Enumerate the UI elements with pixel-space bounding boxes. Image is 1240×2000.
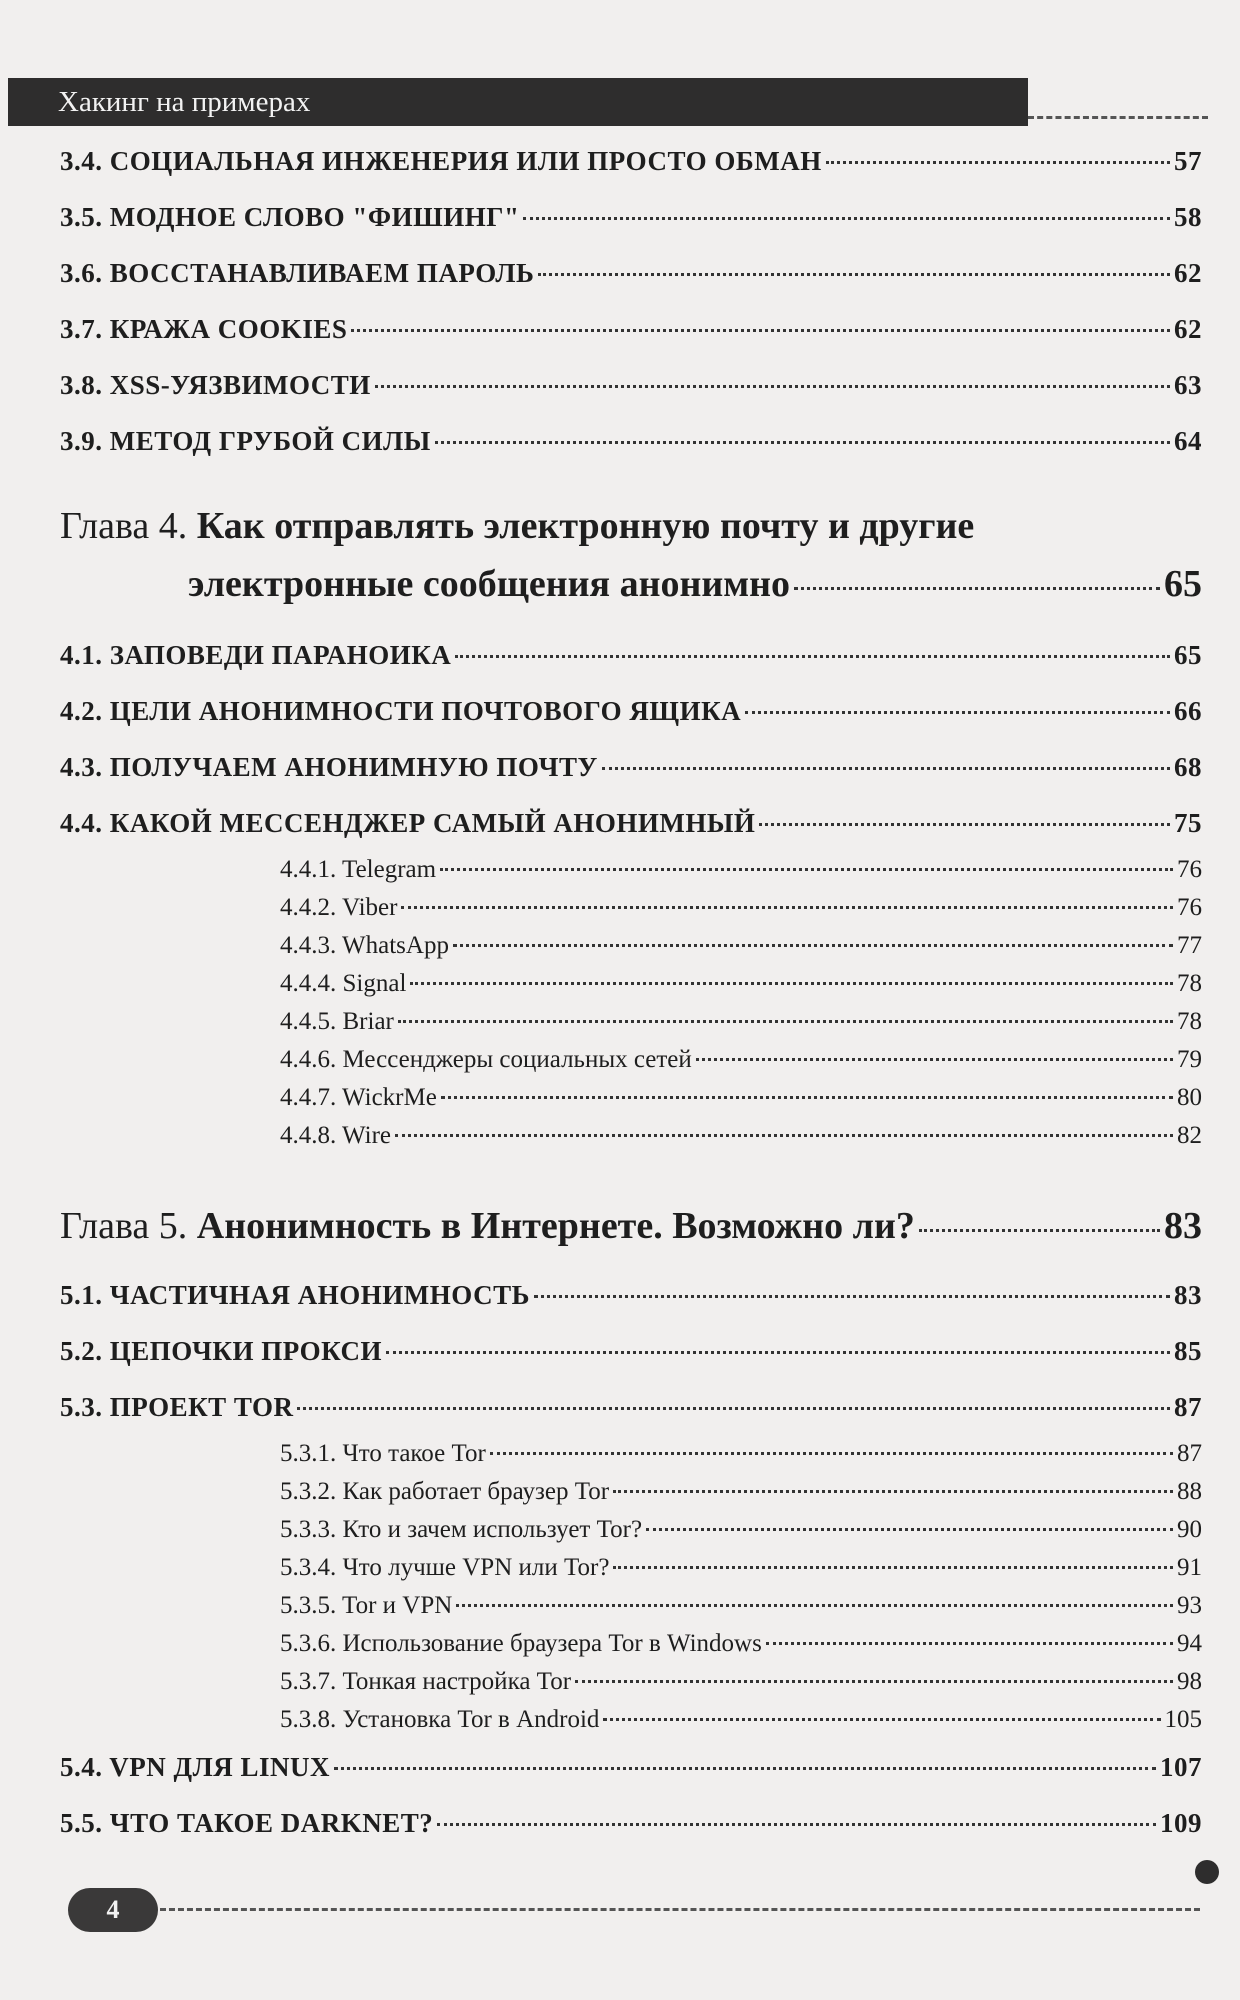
toc-subentry[interactable] xyxy=(280,1084,1202,1112)
chapter-title: Как отправлять электронную почту и другие xyxy=(196,505,975,547)
toc-entry[interactable] xyxy=(60,314,1202,345)
toc-entry[interactable] xyxy=(60,1392,1202,1423)
toc-subentry[interactable] xyxy=(280,1668,1202,1696)
dot-leader xyxy=(297,1407,1170,1410)
toc-subentry-page: 76 xyxy=(1177,856,1202,883)
dot-leader xyxy=(766,1642,1173,1645)
toc-subentry-page: 76 xyxy=(1177,894,1202,921)
toc-subentry-title: 4.4.8. Wire xyxy=(280,1122,392,1149)
toc-subentry[interactable] xyxy=(280,1478,1202,1506)
dot-leader xyxy=(919,1229,1160,1232)
header-divider xyxy=(1028,116,1208,119)
toc-entry-title: 5.4. VPN ДЛЯ LINUX xyxy=(60,1752,330,1782)
toc-entry-page: 85 xyxy=(1174,1336,1202,1366)
toc-subentry[interactable] xyxy=(280,970,1202,998)
toc-subentry[interactable] xyxy=(280,932,1202,960)
toc-entry-title: 3.8. XSS-УЯЗВИМОСТИ xyxy=(60,370,371,400)
toc-entry-page: 107 xyxy=(1160,1752,1202,1782)
footer-divider xyxy=(160,1908,1200,1911)
dot-leader xyxy=(375,385,1170,388)
page-number: 4 xyxy=(106,1895,120,1924)
toc-entry[interactable] xyxy=(60,696,1202,727)
toc-entry-title: 4.2. ЦЕЛИ АНОНИМНОСТИ ПОЧТОВОГО ЯЩИКА xyxy=(60,696,742,726)
dot-leader xyxy=(455,655,1170,658)
toc-subentry-page: 91 xyxy=(1177,1554,1202,1581)
dot-leader xyxy=(602,767,1170,770)
toc-entry[interactable] xyxy=(60,146,1202,177)
toc-subentry[interactable] xyxy=(280,894,1202,922)
bullet-dot-icon xyxy=(1195,1860,1219,1884)
dot-leader xyxy=(490,1452,1173,1455)
toc-entry[interactable] xyxy=(60,752,1202,783)
toc-subentry[interactable] xyxy=(280,1592,1202,1620)
dot-leader xyxy=(410,982,1173,985)
dot-leader xyxy=(538,273,1170,276)
toc-subentry-title: 5.3.5. Tor и VPN xyxy=(280,1592,453,1619)
chapter-title-line2: электронные сообщения анонимно xyxy=(188,563,791,605)
toc-subentry-page: 79 xyxy=(1177,1046,1202,1073)
toc-entry-page: 87 xyxy=(1174,1392,1202,1422)
toc-entry-page: 63 xyxy=(1174,370,1202,400)
dot-leader xyxy=(437,1823,1156,1826)
toc-entry[interactable] xyxy=(60,640,1202,671)
toc-entry-title: 3.5. МОДНОЕ СЛОВО "ФИШИНГ" xyxy=(60,202,520,232)
toc-subentry-title: 5.3.2. Как работает браузер Tor xyxy=(280,1478,610,1505)
toc-entry[interactable] xyxy=(60,258,1202,289)
dot-leader xyxy=(435,441,1170,444)
chapter-title-line1 xyxy=(60,504,974,548)
dot-leader xyxy=(398,1020,1173,1023)
toc-subentry-title: 4.4.2. Viber xyxy=(280,894,398,921)
dot-leader xyxy=(696,1058,1173,1061)
toc-subentry[interactable] xyxy=(280,856,1202,884)
toc-subentry[interactable] xyxy=(280,1440,1202,1468)
toc-subentry-title: 4.4.4. Signal xyxy=(280,970,407,997)
toc-subentry-page: 88 xyxy=(1177,1478,1202,1505)
chapter-page: 83 xyxy=(1164,1205,1202,1247)
toc-entry-title: 4.3. ПОЛУЧАЕМ АНОНИМНУЮ ПОЧТУ xyxy=(60,752,598,782)
toc-subentry-title: 5.3.3. Кто и зачем использует Tor? xyxy=(280,1516,643,1543)
toc-entry-page: 62 xyxy=(1174,314,1202,344)
toc-entry-title: 5.3. ПРОЕКТ TOR xyxy=(60,1392,294,1422)
toc-subentry-title: 4.4.7. WickrMe xyxy=(280,1084,437,1111)
toc-entry-title: 4.1. ЗАПОВЕДИ ПАРАНОИКА xyxy=(60,640,452,670)
toc-entry[interactable] xyxy=(60,370,1202,401)
dot-leader xyxy=(534,1295,1170,1298)
toc-entry-title: 3.7. КРАЖА COOKIES xyxy=(60,314,348,344)
toc-subentry-page: 82 xyxy=(1177,1122,1202,1149)
toc-subentry-page: 77 xyxy=(1177,932,1202,959)
toc-subentry[interactable] xyxy=(280,1554,1202,1582)
toc-entry-title: 5.2. ЦЕПОЧКИ ПРОКСИ xyxy=(60,1336,382,1366)
toc-subentry-title: 5.3.4. Что лучше VPN или Tor? xyxy=(280,1554,610,1581)
dot-leader xyxy=(646,1528,1173,1531)
toc-entry-page: 68 xyxy=(1174,752,1202,782)
toc-subentry-page: 80 xyxy=(1177,1084,1202,1111)
dot-leader xyxy=(334,1767,1156,1770)
toc-subentry-title: 4.4.3. WhatsApp xyxy=(280,932,449,959)
toc-subentry[interactable] xyxy=(280,1122,1202,1150)
toc-subentry-page: 93 xyxy=(1177,1592,1202,1619)
toc-subentry[interactable] xyxy=(280,1516,1202,1544)
toc-entry-page: 64 xyxy=(1174,426,1202,456)
toc-entry[interactable] xyxy=(60,1336,1202,1367)
toc-entry-title: 3.4. СОЦИАЛЬНАЯ ИНЖЕНЕРИЯ ИЛИ ПРОСТО ОБМАН xyxy=(60,146,822,176)
dot-leader xyxy=(401,906,1173,909)
chapter-label: Глава 5. xyxy=(60,1205,188,1247)
toc-entry-page: 109 xyxy=(1160,1808,1202,1838)
dot-leader xyxy=(351,329,1170,332)
toc-entry-title: 3.9. МЕТОД ГРУБОЙ СИЛЫ xyxy=(60,426,431,456)
dot-leader xyxy=(386,1351,1170,1354)
toc-subentry-page: 87 xyxy=(1177,1440,1202,1467)
chapter-title-full xyxy=(60,1204,915,1248)
toc-subentry-page: 78 xyxy=(1177,970,1202,997)
chapter-label: Глава 4. xyxy=(60,505,188,547)
toc-entry-page: 57 xyxy=(1174,146,1202,176)
toc-entry-title: 4.4. КАКОЙ МЕССЕНДЖЕР САМЫЙ АНОНИМНЫЙ xyxy=(60,808,756,838)
toc-entry[interactable] xyxy=(60,1808,1202,1839)
toc-subentry-title: 4.4.1. Telegram xyxy=(280,856,437,883)
toc-entry[interactable] xyxy=(60,1752,1202,1783)
dot-leader xyxy=(826,161,1170,164)
toc-subentry[interactable] xyxy=(280,1630,1202,1658)
toc-subentry-title: 5.3.1. Что такое Tor xyxy=(280,1440,486,1467)
toc-subentry-page: 78 xyxy=(1177,1008,1202,1035)
dot-leader xyxy=(613,1566,1173,1569)
toc-subentry-title: 5.3.6. Использование браузера Tor в Windows xyxy=(280,1630,762,1657)
toc-subentry-title: 5.3.7. Тонкая настройка Tor xyxy=(280,1668,572,1695)
toc-entry-title: 5.1. ЧАСТИЧНАЯ АНОНИМНОСТЬ xyxy=(60,1280,530,1310)
page-number-badge xyxy=(68,1888,158,1932)
toc-subentry[interactable] xyxy=(280,1008,1202,1036)
toc-entry-page: 65 xyxy=(1174,640,1202,670)
toc-entry[interactable] xyxy=(60,808,1202,839)
toc-subentry-page: 94 xyxy=(1177,1630,1202,1657)
toc-subentry[interactable] xyxy=(280,1046,1202,1074)
toc-entry[interactable] xyxy=(60,1280,1202,1311)
dot-leader xyxy=(523,217,1170,220)
dot-leader xyxy=(794,587,1160,590)
toc-entry-page: 62 xyxy=(1174,258,1202,288)
dot-leader xyxy=(441,1096,1173,1099)
toc-entry-page: 66 xyxy=(1174,696,1202,726)
toc-entry-page: 58 xyxy=(1174,202,1202,232)
toc-subentry-page: 98 xyxy=(1177,1668,1202,1695)
chapter-title: Анонимность в Интернете. Возможно ли? xyxy=(196,1205,915,1247)
chapter-heading[interactable] xyxy=(60,1204,1202,1248)
running-header xyxy=(8,78,1028,126)
toc-subentry-page: 105 xyxy=(1164,1706,1202,1733)
dot-leader xyxy=(456,1604,1173,1607)
toc-entry-title: 5.5. ЧТО ТАКОЕ DARKNET? xyxy=(60,1808,434,1838)
toc-subentry[interactable] xyxy=(280,1706,1202,1734)
dot-leader xyxy=(453,944,1173,947)
toc-entry-title: 3.6. ВОССТАНАВЛИВАЕМ ПАРОЛЬ xyxy=(60,258,535,288)
dot-leader xyxy=(575,1680,1173,1683)
toc-entry[interactable] xyxy=(60,426,1202,457)
toc-entry[interactable] xyxy=(60,202,1202,233)
toc-subentry-title: 5.3.8. Установка Tor в Android xyxy=(280,1706,600,1733)
chapter-heading-continued[interactable] xyxy=(188,562,1202,606)
toc-entry-page: 83 xyxy=(1174,1280,1202,1310)
chapter-heading[interactable] xyxy=(60,504,1202,548)
running-header-title: Хакинг на примерах xyxy=(58,86,311,118)
toc-entry-page: 75 xyxy=(1174,808,1202,838)
dot-leader xyxy=(603,1718,1160,1721)
dot-leader xyxy=(745,711,1170,714)
toc-subentry-title: 4.4.5. Briar xyxy=(280,1008,394,1035)
toc-subentry-page: 90 xyxy=(1177,1516,1202,1543)
dot-leader xyxy=(440,868,1173,871)
toc-subentry-title: 4.4.6. Мессенджеры социальных сетей xyxy=(280,1046,692,1073)
dot-leader xyxy=(395,1134,1173,1137)
chapter-page: 65 xyxy=(1164,563,1202,605)
dot-leader xyxy=(613,1490,1173,1493)
dot-leader xyxy=(759,823,1170,826)
